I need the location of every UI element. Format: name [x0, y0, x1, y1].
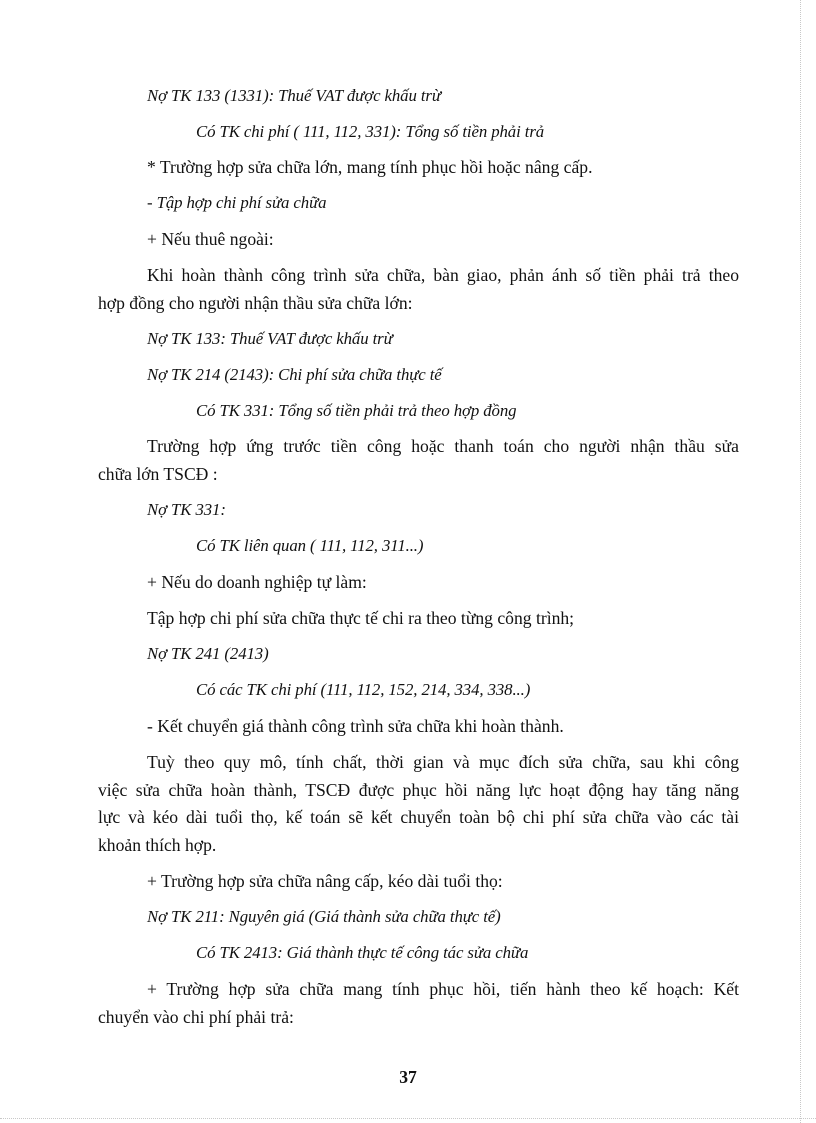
entry-credit-331: Có TK 331: Tổng số tiền phải trả theo hợp đồng	[196, 401, 517, 420]
paragraph-transfer-line-1: Tuỳ theo quy mô, tính chất, thời gian và mục đích sửa chữa, sau khi công	[147, 752, 739, 772]
paragraph-transfer-line-4: khoản thích hợp.	[98, 835, 217, 855]
entry-credit-expense-accounts: Có các TK chi phí (111, 112, 152, 214, 334, 338...)	[196, 680, 531, 699]
paragraph-advance-line-2: chữa lớn TSCĐ :	[98, 464, 218, 484]
cost-collection-heading: - Tập hợp chi phí sửa chữa	[147, 193, 327, 212]
paragraph-transfer-line-2: việc sửa chữa hoàn thành, TSCĐ được phục hồi năng lực hoạt động hay tăng năng	[98, 780, 739, 800]
paragraph-advance-line-1: Trường hợp ứng trước tiền công hoặc thanh toán cho người nhận thầu sửa	[147, 436, 739, 456]
upgrade-case-heading: + Trường hợp sửa chữa nâng cấp, kéo dài tuổi thọ:	[147, 871, 503, 891]
entry-debit-214-2143: Nợ TK 214 (2143): Chi phí sửa chữa thực tế	[147, 365, 442, 384]
entry-debit-133: Nợ TK 133: Thuế VAT được khấu trừ	[147, 329, 393, 348]
entry-debit-241-2413: Nợ TK 241 (2413)	[147, 644, 269, 663]
transfer-heading: - Kết chuyển giá thành công trình sửa chữa khi hoàn thành.	[147, 716, 564, 736]
paragraph-completion-line-1: Khi hoàn thành công trình sửa chữa, bàn giao, phản ánh số tiền phải trả theo	[147, 265, 739, 285]
entry-credit-expense: Có TK chi phí ( 111, 112, 331): Tổng số tiền phải trả	[196, 122, 545, 141]
entry-debit-331: Nợ TK 331:	[147, 500, 226, 519]
entry-credit-related: Có TK liên quan ( 111, 112, 311...)	[196, 536, 424, 555]
case-major-repair-heading: * Trường hợp sửa chữa lớn, mang tính phục hồi hoặc nâng cấp.	[147, 157, 593, 177]
page-border-bottom	[0, 1118, 816, 1119]
self-performed-heading: + Nếu do doanh nghiệp tự làm:	[147, 572, 367, 592]
outsourced-heading: + Nếu thuê ngoài:	[147, 229, 274, 249]
page-border-right	[800, 0, 801, 1123]
paragraph-restoration-line-2: chuyển vào chi phí phải trả:	[98, 1007, 294, 1027]
paragraph-restoration-line-1: + Trường hợp sửa chữa mang tính phục hồi, tiến hành theo kế hoạch: Kết	[147, 979, 739, 999]
entry-debit-133-1331: Nợ TK 133 (1331): Thuế VAT được khấu trừ	[147, 86, 441, 105]
page-number: 37	[399, 1067, 417, 1087]
paragraph-completion-line-2: hợp đồng cho người nhận thầu sửa chữa lớn:	[98, 293, 413, 313]
entry-debit-211: Nợ TK 211: Nguyên giá (Giá thành sửa chữa thực tế)	[147, 907, 501, 926]
paragraph-transfer-line-3: lực và kéo dài tuổi thọ, kế toán sẽ kết chuyển toàn bộ chi phí sửa chữa vào các tài	[98, 807, 739, 827]
self-performed-text: Tập hợp chi phí sửa chữa thực tế chi ra theo từng công trình;	[147, 608, 575, 628]
entry-credit-2413: Có TK 2413: Giá thành thực tế công tác sửa chữa	[196, 943, 529, 962]
